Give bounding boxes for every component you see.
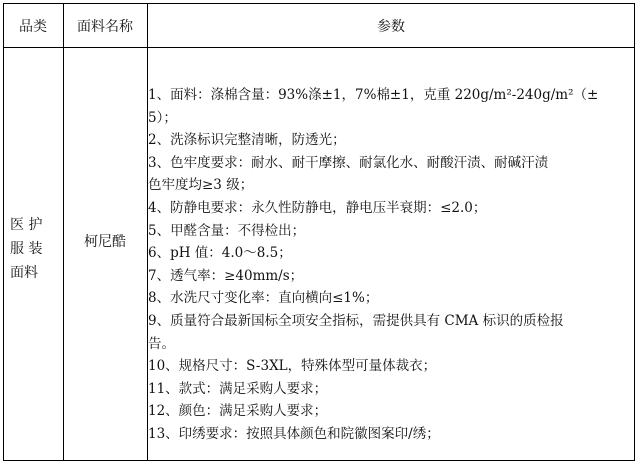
params-cell — [148, 84, 628, 446]
param-line: 9、质量符合最新国标全项安全指标，需提供具有 CMA 标识的质检报 — [148, 312, 564, 329]
header-params: 参数 — [377, 18, 405, 35]
param-line: 11、款式：满足采购人要求； — [148, 380, 328, 397]
param-line: 7、透气率：≥40mm/s； — [148, 267, 304, 284]
header-fabric-name: 面料名称 — [77, 18, 133, 35]
table-border-right — [634, 3, 635, 461]
param-line: 色牢度均≥3 级； — [148, 177, 254, 194]
category-line: 医 护 — [10, 217, 43, 233]
param-line: 5、甲醛含量：不得检出； — [148, 222, 306, 239]
fabric-name-cell: 柯尼酷 — [84, 234, 126, 250]
header-category: 品类 — [19, 18, 47, 35]
param-line: 3、色牢度要求：耐水、耐干摩擦、耐氯化水、耐酸汗渍、耐碱汗渍 — [148, 154, 549, 171]
category-line: 面料 — [10, 265, 38, 281]
param-line: 6、pH 值：4.0～8.5； — [148, 245, 292, 262]
param-line: 2、洗涤标识完整清晰，防透光； — [148, 132, 346, 149]
param-line: 10、规格尺寸：S-3XL，特殊体型可量体裁衣； — [148, 358, 437, 375]
param-line: 1、面料：涤棉含量：93%涤±1，7%棉±1，克重 220g/m²-240g/m²（± — [148, 87, 599, 103]
param-line: 4、防静电要求：永久性防静电，静电压半衰期：≤2.0； — [148, 199, 487, 216]
param-line: 8、水洗尺寸变化率：直向横向≤1%； — [148, 290, 379, 307]
param-line: 告。 — [148, 335, 175, 352]
table-border-bottom — [3, 460, 635, 461]
category-line: 服 装 — [10, 241, 43, 257]
param-line: 5）； — [148, 109, 177, 126]
category-cell — [3, 213, 63, 285]
param-line: 12、颜色：满足采购人要求； — [148, 403, 328, 420]
param-line: 13、印绣要求：按照具体颜色和院徽图案印/绣； — [148, 425, 440, 442]
